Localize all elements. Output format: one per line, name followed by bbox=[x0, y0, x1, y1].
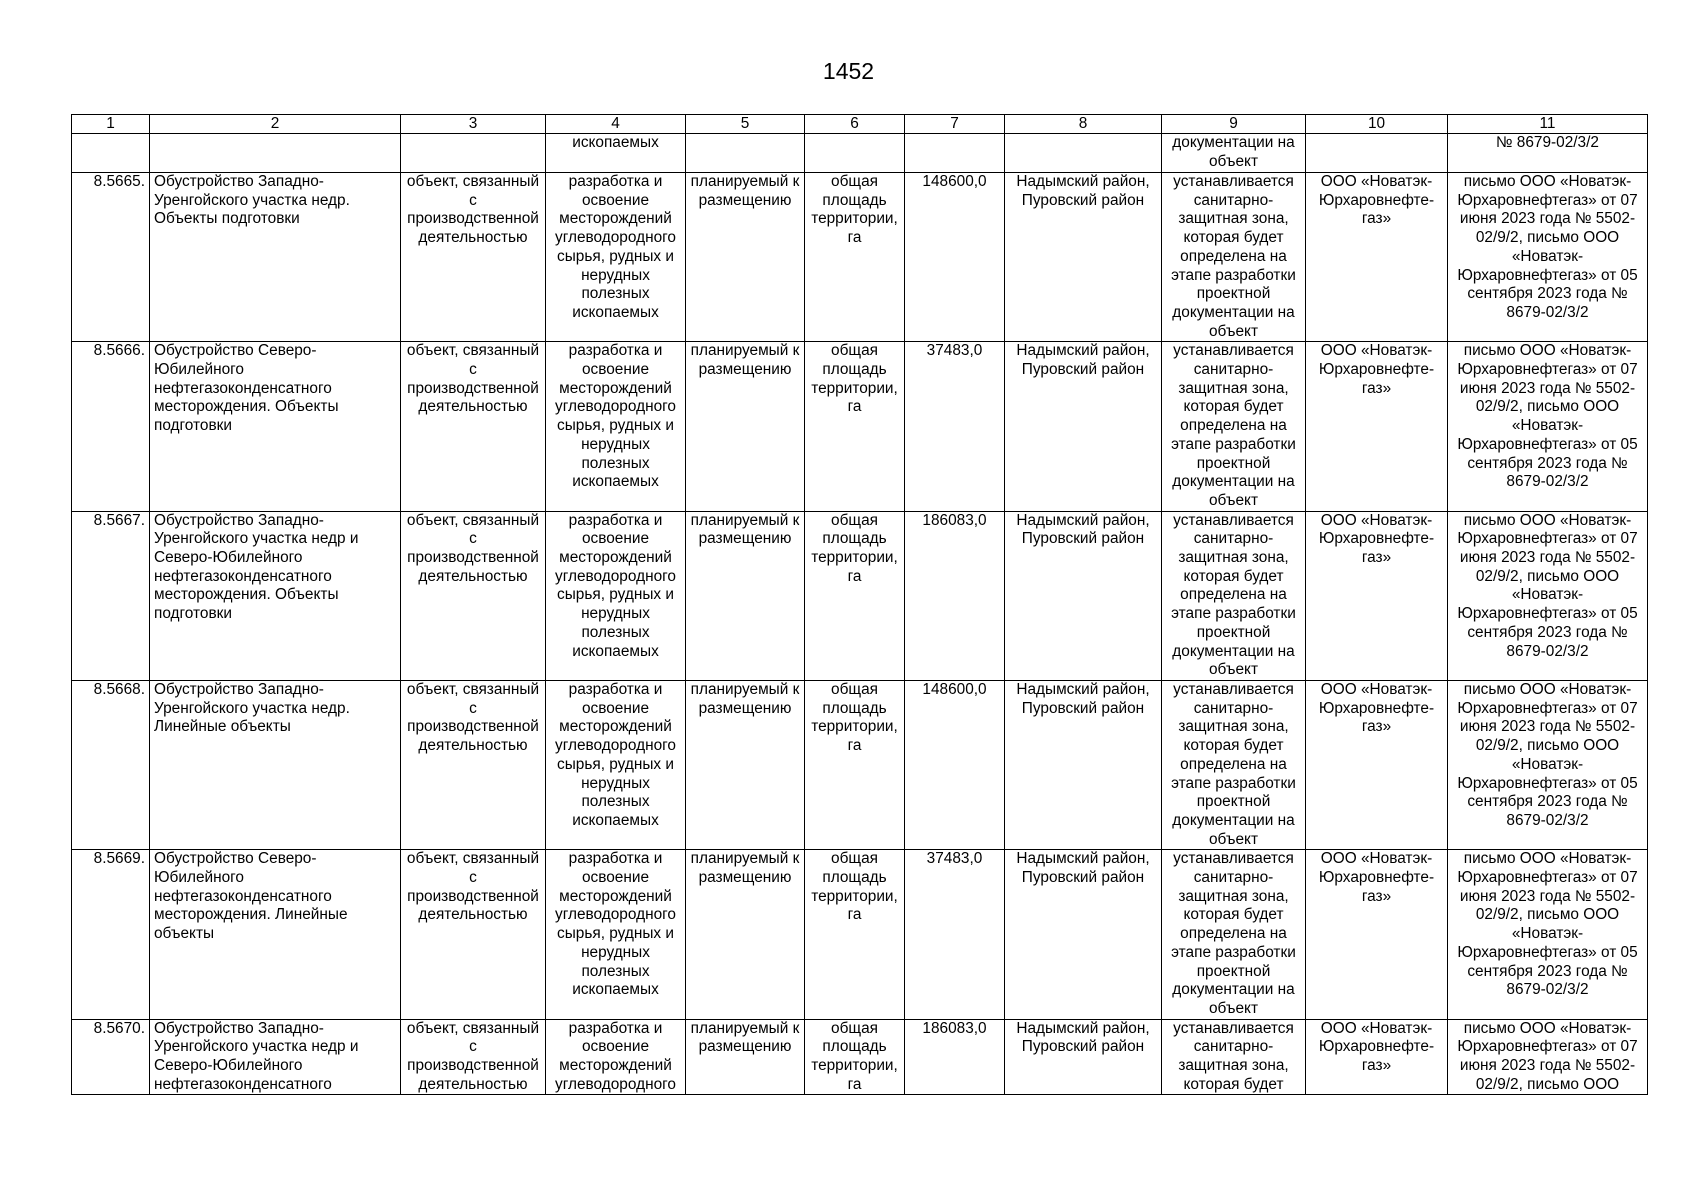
object-location: Надымский район, Пуровский район bbox=[1005, 1019, 1162, 1095]
object-name: Обустройство Западно-Уренгойского участка недр и Северо-Юбилейного нефтегазоконденсатного месторождения. Объекты подготовки bbox=[150, 511, 401, 680]
object-parameter: общая площадь территории, га bbox=[805, 342, 905, 511]
column-number: 3 bbox=[401, 115, 546, 134]
column-number: 5 bbox=[686, 115, 805, 134]
zone-description: устанавливается санитарно-защитная зона, которая будет определена на этапе разработки проектной документации на объект bbox=[1162, 511, 1306, 680]
table-row bbox=[72, 511, 1648, 680]
continuation-cell: документации на объект bbox=[1162, 134, 1306, 173]
source-document: письмо ООО «Новатэк-Юрхаровнефтегаз» от 07 июня 2023 года № 5502-02/9/2, письмо ООО «Новатэк-Юрхаровнефтегаз» от 05 сентября 2023 года № 8679-02/3/2 bbox=[1448, 173, 1648, 342]
parameter-value: 148600,0 bbox=[905, 173, 1005, 342]
row-number: 8.5665. bbox=[72, 173, 150, 342]
source-document: письмо ООО «Новатэк-Юрхаровнефтегаз» от 07 июня 2023 года № 5502-02/9/2, письмо ООО «Новатэк-Юрхаровнефтегаз» от 05 сентября 2023 года № 8679-02/3/2 bbox=[1448, 680, 1648, 849]
object-type: объект, связанный с производственной деятельностью bbox=[401, 680, 546, 849]
column-number: 1 bbox=[72, 115, 150, 134]
zone-description: устанавливается санитарно-защитная зона, которая будет определена на этапе разработки проектной документации на объект bbox=[1162, 680, 1306, 849]
object-status: планируемый к размещению bbox=[686, 511, 805, 680]
continuation-cell bbox=[1005, 134, 1162, 173]
object-type: объект, связанный с производственной деятельностью bbox=[401, 173, 546, 342]
object-purpose: разработка и освоение месторождений углеводородного сырья, рудных и нерудных полезных ископаемых bbox=[546, 342, 686, 511]
continuation-cell bbox=[905, 134, 1005, 173]
object-status: планируемый к размещению bbox=[686, 173, 805, 342]
organization: ООО «Новатэк-Юрхаровнефте-газ» bbox=[1306, 680, 1448, 849]
continuation-cell bbox=[401, 134, 546, 173]
continuation-cell bbox=[1306, 134, 1448, 173]
object-parameter: общая площадь территории, га bbox=[805, 173, 905, 342]
object-status: планируемый к размещению bbox=[686, 342, 805, 511]
parameter-value: 37483,0 bbox=[905, 850, 1005, 1019]
object-location: Надымский район, Пуровский район bbox=[1005, 850, 1162, 1019]
object-parameter: общая площадь территории, га bbox=[805, 511, 905, 680]
continuation-cell: ископаемых bbox=[546, 134, 686, 173]
zone-description: устанавливается санитарно-защитная зона, которая будет определена на этапе разработки проектной документации на объект bbox=[1162, 342, 1306, 511]
organization: ООО «Новатэк-Юрхаровнефте-газ» bbox=[1306, 511, 1448, 680]
object-purpose: разработка и освоение месторождений углеводородного сырья, рудных и нерудных полезных ископаемых bbox=[546, 173, 686, 342]
object-name: Обустройство Западно-Уренгойского участка недр. Линейные объекты bbox=[150, 680, 401, 849]
object-name: Обустройство Северо-Юбилейного нефтегазоконденсатного месторождения. Объекты подготовки bbox=[150, 342, 401, 511]
source-document: письмо ООО «Новатэк-Юрхаровнефтегаз» от 07 июня 2023 года № 5502-02/9/2, письмо ООО «Новатэк-Юрхаровнефтегаз» от 05 сентября 2023 года № 8679-02/3/2 bbox=[1448, 511, 1648, 680]
object-name: Обустройство Западно-Уренгойского участка недр. Объекты подготовки bbox=[150, 173, 401, 342]
object-name: Обустройство Западно-Уренгойского участка недр и Северо-Юбилейного нефтегазоконденсатного bbox=[150, 1019, 401, 1095]
row-number: 8.5667. bbox=[72, 511, 150, 680]
object-type: объект, связанный с производственной деятельностью bbox=[401, 511, 546, 680]
organization: ООО «Новатэк-Юрхаровнефте-газ» bbox=[1306, 1019, 1448, 1095]
column-number: 2 bbox=[150, 115, 401, 134]
source-document: письмо ООО «Новатэк-Юрхаровнефтегаз» от 07 июня 2023 года № 5502-02/9/2, письмо ООО bbox=[1448, 1019, 1648, 1095]
continuation-cell bbox=[805, 134, 905, 173]
table-row bbox=[72, 173, 1648, 342]
row-number: 8.5669. bbox=[72, 850, 150, 1019]
parameter-value: 186083,0 bbox=[905, 1019, 1005, 1095]
object-status: планируемый к размещению bbox=[686, 850, 805, 1019]
object-purpose: разработка и освоение месторождений углеводородного bbox=[546, 1019, 686, 1095]
object-parameter: общая площадь территории, га bbox=[805, 1019, 905, 1095]
table-row bbox=[72, 1019, 1648, 1095]
table-row bbox=[72, 850, 1648, 1019]
page-number: 1452 bbox=[822, 58, 875, 84]
object-location: Надымский район, Пуровский район bbox=[1005, 680, 1162, 849]
organization: ООО «Новатэк-Юрхаровнефте-газ» bbox=[1306, 173, 1448, 342]
continuation-cell: № 8679-02/3/2 bbox=[1448, 134, 1648, 173]
object-type: объект, связанный с производственной деятельностью bbox=[401, 850, 546, 1019]
object-name: Обустройство Северо-Юбилейного нефтегазоконденсатного месторождения. Линейные объекты bbox=[150, 850, 401, 1019]
row-number: 8.5666. bbox=[72, 342, 150, 511]
object-purpose: разработка и освоение месторождений углеводородного сырья, рудных и нерудных полезных ископаемых bbox=[546, 511, 686, 680]
column-number-row bbox=[72, 115, 1648, 134]
registry-table bbox=[71, 114, 1648, 1095]
column-number: 7 bbox=[905, 115, 1005, 134]
row-number: 8.5668. bbox=[72, 680, 150, 849]
zone-description: устанавливается санитарно-защитная зона, которая будет определена на этапе разработки проектной документации на объект bbox=[1162, 173, 1306, 342]
object-location: Надымский район, Пуровский район bbox=[1005, 173, 1162, 342]
source-document: письмо ООО «Новатэк-Юрхаровнефтегаз» от 07 июня 2023 года № 5502-02/9/2, письмо ООО «Новатэк-Юрхаровнефтегаз» от 05 сентября 2023 года № 8679-02/3/2 bbox=[1448, 342, 1648, 511]
parameter-value: 148600,0 bbox=[905, 680, 1005, 849]
continuation-cell bbox=[686, 134, 805, 173]
column-number: 6 bbox=[805, 115, 905, 134]
object-purpose: разработка и освоение месторождений углеводородного сырья, рудных и нерудных полезных ископаемых bbox=[546, 850, 686, 1019]
organization: ООО «Новатэк-Юрхаровнефте-газ» bbox=[1306, 342, 1448, 511]
continuation-cell bbox=[150, 134, 401, 173]
continuation-cell bbox=[72, 134, 150, 173]
object-purpose: разработка и освоение месторождений углеводородного сырья, рудных и нерудных полезных ископаемых bbox=[546, 680, 686, 849]
column-number: 11 bbox=[1448, 115, 1648, 134]
object-location: Надымский район, Пуровский район bbox=[1005, 342, 1162, 511]
column-number: 9 bbox=[1162, 115, 1306, 134]
row-number: 8.5670. bbox=[72, 1019, 150, 1095]
object-type: объект, связанный с производственной деятельностью bbox=[401, 342, 546, 511]
object-status: планируемый к размещению bbox=[686, 680, 805, 849]
zone-description: устанавливается санитарно-защитная зона, которая будет определена на этапе разработки проектной документации на объект bbox=[1162, 850, 1306, 1019]
object-status: планируемый к размещению bbox=[686, 1019, 805, 1095]
parameter-value: 186083,0 bbox=[905, 511, 1005, 680]
zone-description: устанавливается санитарно-защитная зона, которая будет bbox=[1162, 1019, 1306, 1095]
table-row bbox=[72, 342, 1648, 511]
source-document: письмо ООО «Новатэк-Юрхаровнефтегаз» от 07 июня 2023 года № 5502-02/9/2, письмо ООО «Новатэк-Юрхаровнефтегаз» от 05 сентября 2023 года № 8679-02/3/2 bbox=[1448, 850, 1648, 1019]
object-location: Надымский район, Пуровский район bbox=[1005, 511, 1162, 680]
object-parameter: общая площадь территории, га bbox=[805, 850, 905, 1019]
continuation-row bbox=[72, 134, 1648, 173]
parameter-value: 37483,0 bbox=[905, 342, 1005, 511]
column-number: 4 bbox=[546, 115, 686, 134]
object-type: объект, связанный с производственной деятельностью bbox=[401, 1019, 546, 1095]
object-parameter: общая площадь территории, га bbox=[805, 680, 905, 849]
table-row bbox=[72, 680, 1648, 849]
column-number: 10 bbox=[1306, 115, 1448, 134]
organization: ООО «Новатэк-Юрхаровнефте-газ» bbox=[1306, 850, 1448, 1019]
column-number: 8 bbox=[1005, 115, 1162, 134]
